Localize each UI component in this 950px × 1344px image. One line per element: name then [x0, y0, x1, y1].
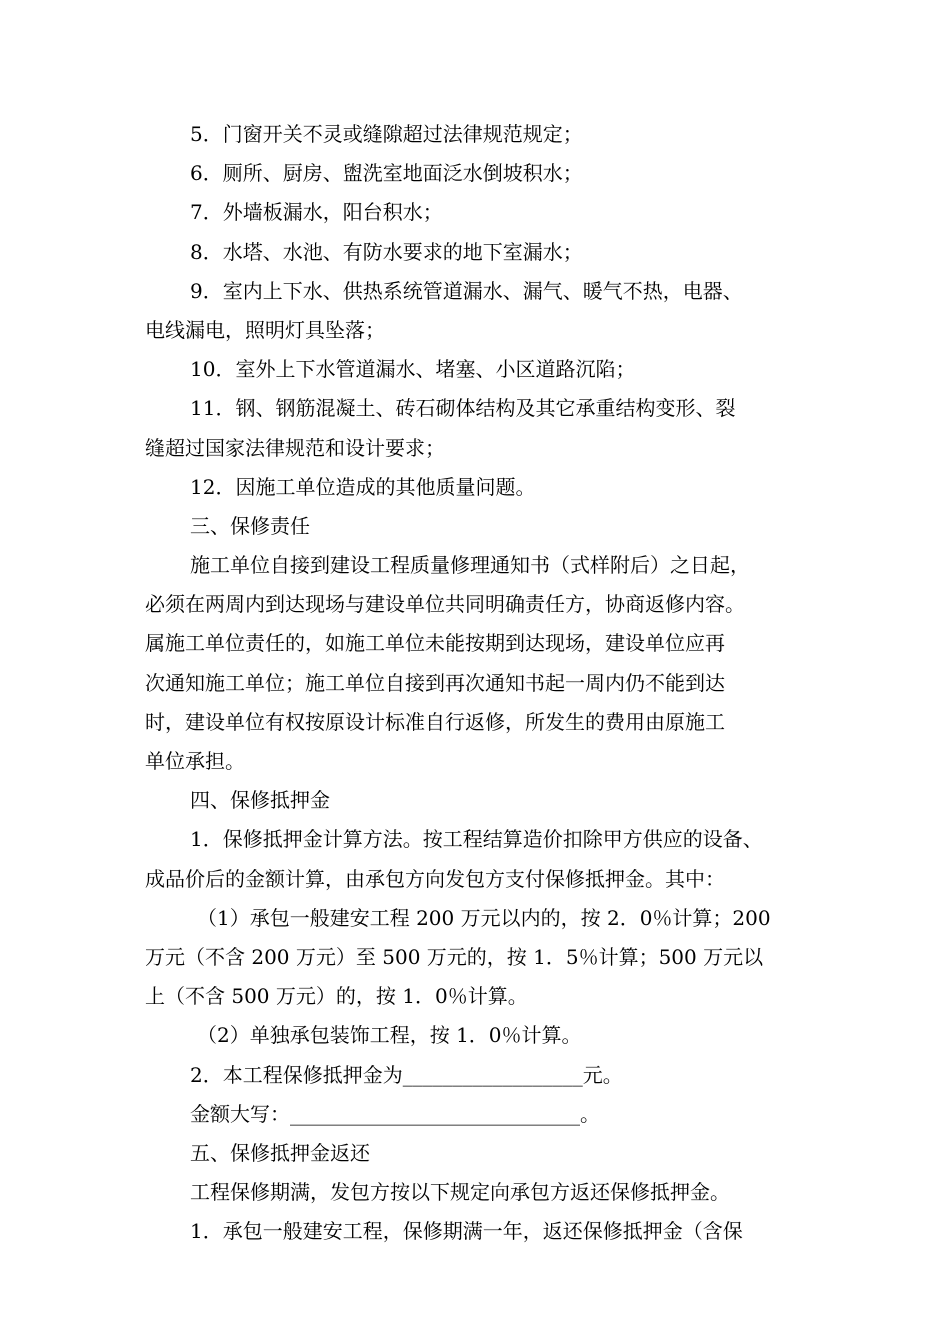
section-heading-4: 四、保修抵押金	[190, 788, 330, 813]
list-item-11: 11．钢、钢筋混凝土、砖石砌体结构及其它承重结构变形、裂	[190, 396, 736, 421]
sub-item-1-continued: 万元（不含 200 万元）至 500 万元的，按 1．5％计算；500 万元以	[145, 944, 764, 969]
sub-item-2: （2）单独承包装饰工程，按 1．0％计算。	[197, 1023, 582, 1048]
paragraph-line: 单位承担。	[145, 749, 245, 773]
paragraph-line: 时，建设单位有权按原设计标准自行返修，所发生的费用由原施工	[145, 709, 725, 734]
paragraph-line: 属施工单位责任的，如施工单位未能按期到达现场，建设单位应再	[145, 631, 725, 656]
list-item-5: 5．门窗开关不灵或缝隙超过法律规范规定；	[190, 122, 583, 146]
paragraph-line: 成品价后的金额计算，由承包方向发包方支付保修抵押金。其中：	[145, 866, 725, 891]
paragraph-line: 次通知施工单位；施工单位自接到再次通知书起一周内仍不能到达	[145, 670, 725, 695]
list-item-7: 7．外墙板漏水，阳台积水；	[190, 200, 443, 225]
paragraph-line: 必须在两周内到达现场与建设单位共同明确责任方，协商返修内容。	[145, 592, 745, 617]
list-item-9-continued: 电线漏电，照明灯具坠落；	[145, 317, 385, 342]
paragraph-line: 1．保修抵押金计算方法。按工程结算造价扣除甲方供应的设备、	[190, 827, 763, 852]
list-item-6: 6．厕所、厨房、盥洗室地面泛水倒坡积水；	[190, 161, 583, 186]
amount-in-words-line: 金额大写：_____________________________。	[190, 1101, 600, 1126]
section-heading-3: 三、保修责任	[190, 513, 310, 538]
paragraph-line: 1．承包一般建安工程，保修期满一年，返还保修抵押金（含保	[190, 1219, 743, 1244]
sub-item-1: （1）承包一般建安工程 200 万元以内的，按 2．0％计算；200	[197, 905, 771, 930]
list-item-9: 9．室内上下水、供热系统管道漏水、漏气、暖气不热，电器、	[190, 278, 743, 303]
paragraph-line: 施工单位自接到建设工程质量修理通知书（式样附后）之日起，	[190, 553, 750, 578]
list-item-12: 12．因施工单位造成的其他质量问题。	[190, 474, 536, 499]
list-item-10: 10．室外上下水管道漏水、堵塞、小区道路沉陷；	[190, 357, 636, 382]
sub-item-1-continued: 上（不含 500 万元）的，按 1．0％计算。	[145, 984, 528, 1009]
paragraph-line: 工程保修期满，发包方按以下规定向承包方返还保修抵押金。	[190, 1180, 730, 1205]
list-item-11-continued: 缝超过国家法律规范和设计要求；	[145, 435, 445, 460]
deposit-amount-line: 2．本工程保修抵押金为__________________元。	[190, 1062, 623, 1087]
section-heading-5: 五、保修抵押金返还	[190, 1140, 370, 1165]
list-item-8: 8．水塔、水池、有防水要求的地下室漏水；	[190, 239, 583, 264]
document-page	[145, 115, 815, 1251]
